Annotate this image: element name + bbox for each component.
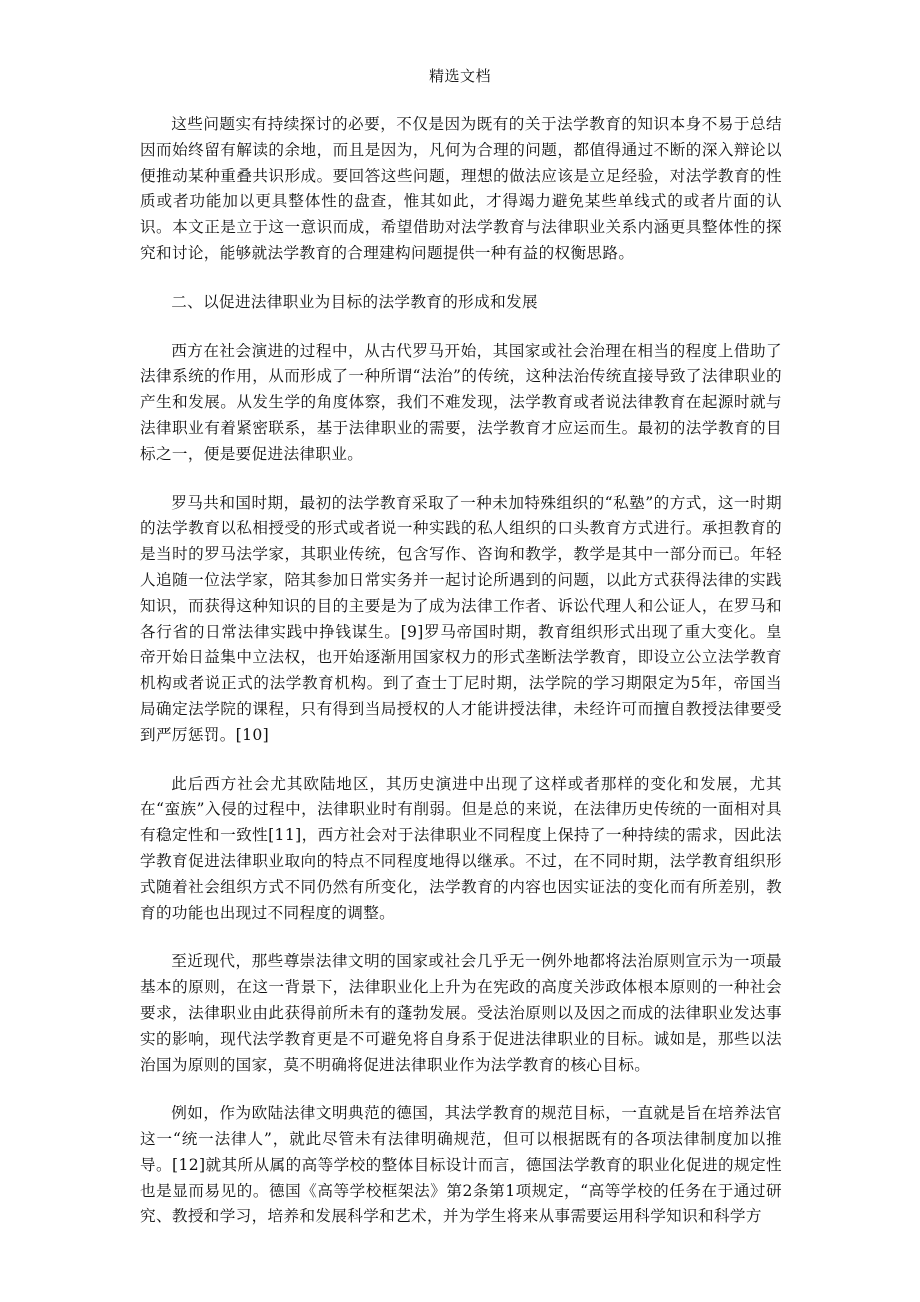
paragraph-3: 罗马共和国时期，最初的法学教育采取了一种未加特殊组织的“私塾”的方式，这一时期的法学教育以私相授受的形式或者说一种实践的私人组织的口头教育方式进行。承担教育的是当时的罗马法学家，其职业传统，包含写作、咨询和教学，教学是其中一部分而已。年轻人追随一位法学家，陪其参加日常实务并一起讨论所遇到的问题，以此方式获得法律的实践知识，而获得这种知识的目的主要是为了成为法律工作者、诉讼代理人和公证人，在罗马和各行省的日常法律实践中挣钱谋生。[9]罗马帝国时期，教育组织形式出现了重大变化。皇帝开始日益集中立法权，也开始逐渐用国家权力的形式垄断法学教育，即设立公立法学教育机构或者说正式的法学教育机构。到了查士丁尼时期，法学院的学习期限定为5年，帝国当局确定法学院的课程，只有得到当局授权的人才能讲授法律，未经许可而擅自教授法律要受到严厉惩罚。[10] — [140, 493, 782, 744]
paragraph-2: 西方在社会演进的过程中，从古代罗马开始，其国家或社会治理在相当的程度上借助了法律系统的作用，从而形成了一种所谓“法治”的传统，这种法治传统直接导致了法律职业的产生和发展。从发生学的角度体察，我们不难发现，法学教育或者说法律教育在起源时就与法律职业有着紧密联系，基于法律职业的需要，法学教育才应运而生。最初的法学教育的目标之一，便是要促进法律职业。 — [140, 341, 782, 463]
document-body — [140, 112, 782, 1253]
paragraph-5: 至近现代，那些尊崇法律文明的国家或社会几乎无一例外地都将法治原则宣示为一项最基本的原则，在这一背景下，法律职业化上升为在宪政的高度关涉政体根本原则的一种社会要求，法律职业由此获得前所未有的蓬勃发展。受法治原则以及因之而成的法律职业发达事实的影响，现代法学教育更是不可避免将自身系于促进法律职业的目标。诚如是，那些以法治国为原则的国家，莫不明确将促进法律职业作为法学教育的核心目标。 — [140, 952, 782, 1074]
paragraph-1: 这些问题实有持续探讨的必要，不仅是因为既有的关于法学教育的知识本身不易于总结因而始终留有解读的余地，而且是因为，凡何为合理的问题，都值得通过不断的深入辩论以便推动某种重叠共识形成。要回答这些问题，理想的做法应该是立足经验，对法学教育的性质或者功能加以更具整体性的盘查，惟其如此，才得竭力避免某些单线式的或者片面的认识。本文正是立于这一意识而成，希望借助对法学教育与法律职业关系内涵更具整体性的探究和讨论，能够就法学教育的合理建构问题提供一种有益的权衡思路。 — [140, 115, 782, 262]
paragraph-6: 例如，作为欧陆法律文明典范的德国，其法学教育的规范目标，一直就是旨在培养法官这一“统一法律人”，就此尽管未有法律明确规范，但可以根据既有的各项法律制度加以推导。[12]就其所从属的高等学校的整体目标设计而言，德国法学教育的职业化促进的规定性也是显而易见的。德国《高等学校框架法》第2条第1项规定，“高等学校的任务在于通过研究、教授和学习，培养和发展科学和艺术，并为学生将来从事需要运用科学知识和科学方 — [140, 1104, 782, 1226]
page-header: 精选文档 — [428, 67, 491, 85]
paragraph-4: 此后西方社会尤其欧陆地区，其历史演进中出现了这样或者那样的变化和发展，尤其在“蛮族”入侵的过程中，法律职业时有削弱。但是总的来说，在法律历史传统的一面相对具有稳定性和一致性[11]，西方社会对于法律职业不同程度上保持了一种持续的需求，因此法学教育促进法律职业取向的特点不同程度地得以继承。不过，在不同时期，法学教育组织形式随着社会组织方式不同仍然有所变化，法学教育的内容也因实证法的变化而有所差别，教育的功能也出现过不同程度的调整。 — [140, 774, 782, 922]
section-heading: 二、以促进法律职业为目标的法学教育的形成和发展 — [171, 292, 538, 311]
